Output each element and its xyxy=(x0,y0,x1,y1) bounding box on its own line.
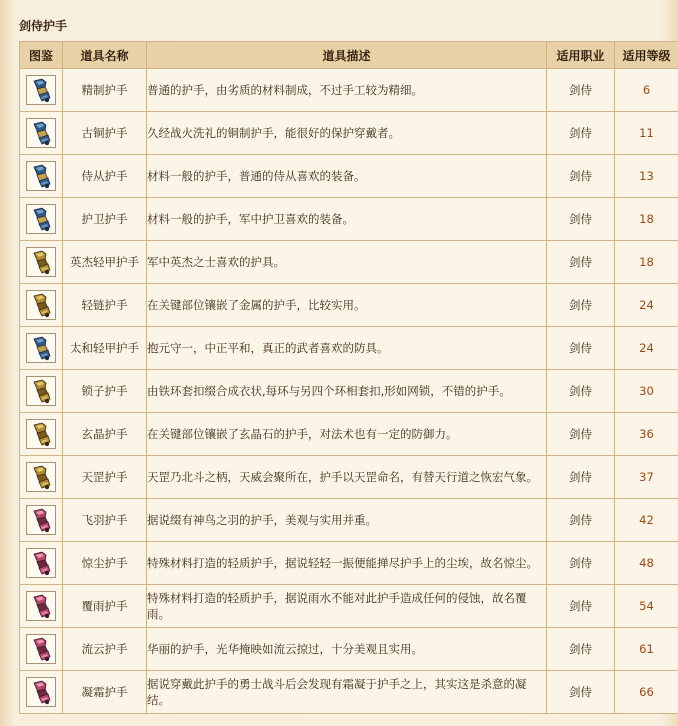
item-level: 42 xyxy=(615,499,678,542)
item-icon-cell xyxy=(20,585,63,628)
item-level: 61 xyxy=(615,628,678,671)
item-name[interactable]: 太和轻甲护手 xyxy=(63,327,147,370)
item-job: 剑侍 xyxy=(547,542,615,585)
table-row xyxy=(20,542,678,585)
item-description: 材料一般的护手，军中护卫喜欢的装备。 xyxy=(147,198,547,241)
item-description: 材料一般的护手，普通的侍从喜欢的装备。 xyxy=(147,155,547,198)
item-level: 6 xyxy=(615,69,678,112)
table-row xyxy=(20,112,678,155)
table-row xyxy=(20,327,678,370)
item-level: 54 xyxy=(615,585,678,628)
item-level: 11 xyxy=(615,112,678,155)
item-name[interactable]: 惊尘护手 xyxy=(63,542,147,585)
item-name[interactable]: 精制护手 xyxy=(63,69,147,112)
gauntlet-item-table xyxy=(19,41,678,714)
item-icon-cell xyxy=(20,198,63,241)
item-job: 剑侍 xyxy=(547,241,615,284)
item-name[interactable]: 凝霜护手 xyxy=(63,671,147,714)
section-title: 剑侍护手 xyxy=(19,19,68,33)
blue-gauntlet-icon[interactable] xyxy=(26,118,56,148)
table-row xyxy=(20,456,678,499)
item-description: 华丽的护手，光华掩映如流云掠过，十分美观且实用。 xyxy=(147,628,547,671)
item-description: 特殊材料打造的轻质护手，据说轻轻一振便能掸尽护手上的尘埃，故名惊尘。 xyxy=(147,542,547,585)
item-description: 久经战火洗礼的铜制护手，能很好的保护穿戴者。 xyxy=(147,112,547,155)
header-level: 适用等级 xyxy=(615,42,678,69)
item-name[interactable]: 古铜护手 xyxy=(63,112,147,155)
item-name[interactable]: 英杰轻甲护手 xyxy=(63,241,147,284)
table-row xyxy=(20,241,678,284)
blue-gauntlet-icon[interactable] xyxy=(26,161,56,191)
item-job: 剑侍 xyxy=(547,671,615,714)
item-level: 18 xyxy=(615,241,678,284)
table-row xyxy=(20,370,678,413)
item-description: 据说穿戴此护手的勇士战斗后会发现有霜凝于护手之上，其实这是杀意的凝结。 xyxy=(147,671,547,714)
item-description: 由铁环套扣缀合成衣状,每环与另四个环相套扣,形如网锁，不错的护手。 xyxy=(147,370,547,413)
table-row xyxy=(20,69,678,112)
item-icon-cell xyxy=(20,456,63,499)
item-name[interactable]: 玄晶护手 xyxy=(63,413,147,456)
item-job: 剑侍 xyxy=(547,370,615,413)
item-job: 剑侍 xyxy=(547,585,615,628)
item-description: 天罡乃北斗之柄，天威会聚所在，护手以天罡命名，有替天行道之恢宏气象。 xyxy=(147,456,547,499)
header-name: 道具名称 xyxy=(63,42,147,69)
table-row xyxy=(20,671,678,714)
table-row xyxy=(20,413,678,456)
item-level: 18 xyxy=(615,198,678,241)
table-row xyxy=(20,155,678,198)
item-job: 剑侍 xyxy=(547,327,615,370)
item-icon-cell xyxy=(20,628,63,671)
item-icon-cell xyxy=(20,284,63,327)
item-description: 军中英杰之士喜欢的护具。 xyxy=(147,241,547,284)
blue-gauntlet-icon[interactable] xyxy=(26,75,56,105)
gold-gauntlet-icon[interactable] xyxy=(26,376,56,406)
gold-gauntlet-icon[interactable] xyxy=(26,247,56,277)
item-name[interactable]: 覆雨护手 xyxy=(63,585,147,628)
item-description: 据说缀有神鸟之羽的护手，美观与实用并重。 xyxy=(147,499,547,542)
item-icon-cell xyxy=(20,413,63,456)
item-name[interactable]: 护卫护手 xyxy=(63,198,147,241)
item-icon-cell xyxy=(20,542,63,585)
table-row xyxy=(20,585,678,628)
item-description: 普通的护手，由劣质的材料制成，不过手工较为精细。 xyxy=(147,69,547,112)
table-body xyxy=(20,69,678,714)
item-job: 剑侍 xyxy=(547,69,615,112)
table-row xyxy=(20,628,678,671)
item-description: 在关键部位镶嵌了金属的护手，比较实用。 xyxy=(147,284,547,327)
item-level: 13 xyxy=(615,155,678,198)
pink-gauntlet-icon[interactable] xyxy=(26,591,56,621)
item-description: 在关键部位镶嵌了玄晶石的护手，对法术也有一定的防御力。 xyxy=(147,413,547,456)
gold-gauntlet-icon[interactable] xyxy=(26,419,56,449)
blue-gauntlet-icon[interactable] xyxy=(26,333,56,363)
item-name[interactable]: 流云护手 xyxy=(63,628,147,671)
gold-gauntlet-icon[interactable] xyxy=(26,290,56,320)
pink-gauntlet-icon[interactable] xyxy=(26,548,56,578)
item-icon-cell xyxy=(20,327,63,370)
header-job: 适用职业 xyxy=(547,42,615,69)
item-job: 剑侍 xyxy=(547,284,615,327)
item-name[interactable]: 天罡护手 xyxy=(63,456,147,499)
item-job: 剑侍 xyxy=(547,198,615,241)
item-level: 30 xyxy=(615,370,678,413)
item-level: 24 xyxy=(615,284,678,327)
item-icon-cell xyxy=(20,112,63,155)
table-row xyxy=(20,198,678,241)
pink-gauntlet-icon[interactable] xyxy=(26,634,56,664)
item-description: 抱元守一，中正平和，真正的武者喜欢的防具。 xyxy=(147,327,547,370)
item-level: 24 xyxy=(615,327,678,370)
item-icon-cell xyxy=(20,241,63,284)
item-icon-cell xyxy=(20,155,63,198)
item-icon-cell xyxy=(20,499,63,542)
item-job: 剑侍 xyxy=(547,456,615,499)
item-level: 37 xyxy=(615,456,678,499)
item-icon-cell xyxy=(20,69,63,112)
table-row xyxy=(20,499,678,542)
item-description: 特殊材料打造的轻质护手，据说雨水不能对此护手造成任何的侵蚀，故名覆雨。 xyxy=(147,585,547,628)
item-name[interactable]: 侍从护手 xyxy=(63,155,147,198)
header-desc: 道具描述 xyxy=(147,42,547,69)
table-header-row xyxy=(20,42,678,69)
pink-gauntlet-icon[interactable] xyxy=(26,677,56,707)
item-job: 剑侍 xyxy=(547,628,615,671)
header-icon: 图鉴 xyxy=(20,42,63,69)
item-name[interactable]: 飞羽护手 xyxy=(63,499,147,542)
item-level: 36 xyxy=(615,413,678,456)
item-job: 剑侍 xyxy=(547,413,615,456)
item-job: 剑侍 xyxy=(547,112,615,155)
table-row xyxy=(20,284,678,327)
blue-gauntlet-icon[interactable] xyxy=(26,204,56,234)
item-icon-cell xyxy=(20,671,63,714)
item-job: 剑侍 xyxy=(547,499,615,542)
item-name[interactable]: 轻链护手 xyxy=(63,284,147,327)
item-job: 剑侍 xyxy=(547,155,615,198)
item-name[interactable]: 锁子护手 xyxy=(63,370,147,413)
item-level: 66 xyxy=(615,671,678,714)
gold-gauntlet-icon[interactable] xyxy=(26,462,56,492)
item-level: 48 xyxy=(615,542,678,585)
pink-gauntlet-icon[interactable] xyxy=(26,505,56,535)
item-icon-cell xyxy=(20,370,63,413)
